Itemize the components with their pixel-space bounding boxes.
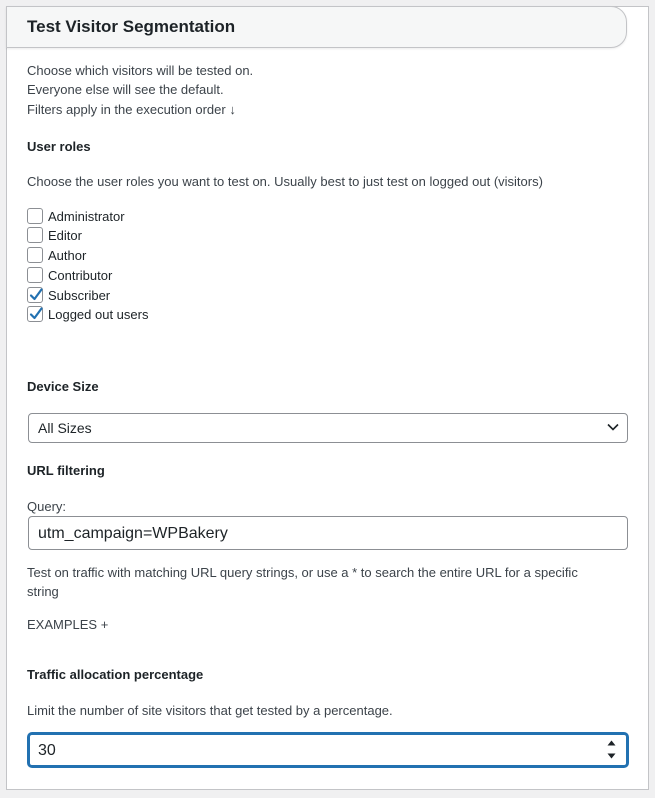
user-role-checkbox[interactable]: [27, 208, 43, 224]
user-role-checkbox[interactable]: [27, 267, 43, 283]
intro-line-1: Choose which visitors will be tested on.: [27, 63, 254, 78]
user-role-label: Editor: [48, 227, 82, 243]
device-size-heading: Device Size: [27, 379, 99, 394]
device-size-selected: All Sizes: [38, 420, 92, 436]
spin-up-icon[interactable]: [607, 740, 616, 746]
url-filtering-help-line-1: Test on traffic with matching URL query strings, or use a * to search the entire URL for a specific: [27, 565, 578, 580]
intro-line-3: Filters apply in the execution order ↓: [27, 102, 236, 117]
checkmark-icon: [28, 286, 44, 304]
traffic-heading: Traffic allocation percentage: [27, 667, 204, 682]
chevron-down-icon: [607, 423, 619, 431]
user-role-checkbox[interactable]: [27, 287, 43, 303]
spin-down-icon[interactable]: [607, 753, 616, 759]
query-input-value: utm_campaign=WPBakery: [38, 525, 228, 542]
intro-line-2: Everyone else will see the default.: [27, 82, 224, 97]
user-role-label: Author: [48, 247, 87, 263]
user-role-option[interactable]: [27, 226, 82, 244]
user-role-checkbox[interactable]: [27, 306, 43, 322]
device-size-select[interactable]: [28, 413, 628, 443]
user-role-option[interactable]: [27, 286, 110, 304]
checkmark-icon: [28, 305, 44, 323]
number-spinner[interactable]: [607, 738, 616, 762]
query-label: Query:: [27, 499, 67, 514]
user-role-option[interactable]: [27, 266, 112, 284]
user-roles-heading: User roles: [27, 139, 91, 154]
user-role-checkbox[interactable]: [27, 247, 43, 263]
url-filtering-help-line-2: string: [27, 584, 59, 599]
traffic-percentage-value: 30: [38, 742, 56, 759]
url-filtering-heading: URL filtering: [27, 463, 105, 478]
query-input[interactable]: [28, 516, 628, 550]
user-role-label: Logged out users: [48, 306, 149, 322]
user-roles-description: Choose the user roles you want to test on. Usually best to just test on logged out (visitors): [27, 174, 543, 189]
user-role-label: Contributor: [48, 267, 113, 283]
examples-toggle-link[interactable]: EXAMPLES +: [27, 617, 109, 632]
user-role-option[interactable]: [27, 246, 86, 264]
user-role-label: Subscriber: [48, 287, 111, 303]
panel-header[interactable]: [6, 6, 627, 48]
traffic-description: Limit the number of site visitors that get tested by a percentage.: [27, 703, 393, 718]
user-role-label: Administrator: [48, 208, 125, 224]
user-role-option[interactable]: [27, 305, 148, 323]
user-role-checkbox[interactable]: [27, 227, 43, 243]
panel-title: Test Visitor Segmentation: [27, 17, 236, 36]
traffic-percentage-input[interactable]: [28, 733, 628, 767]
user-role-option[interactable]: [27, 207, 125, 225]
